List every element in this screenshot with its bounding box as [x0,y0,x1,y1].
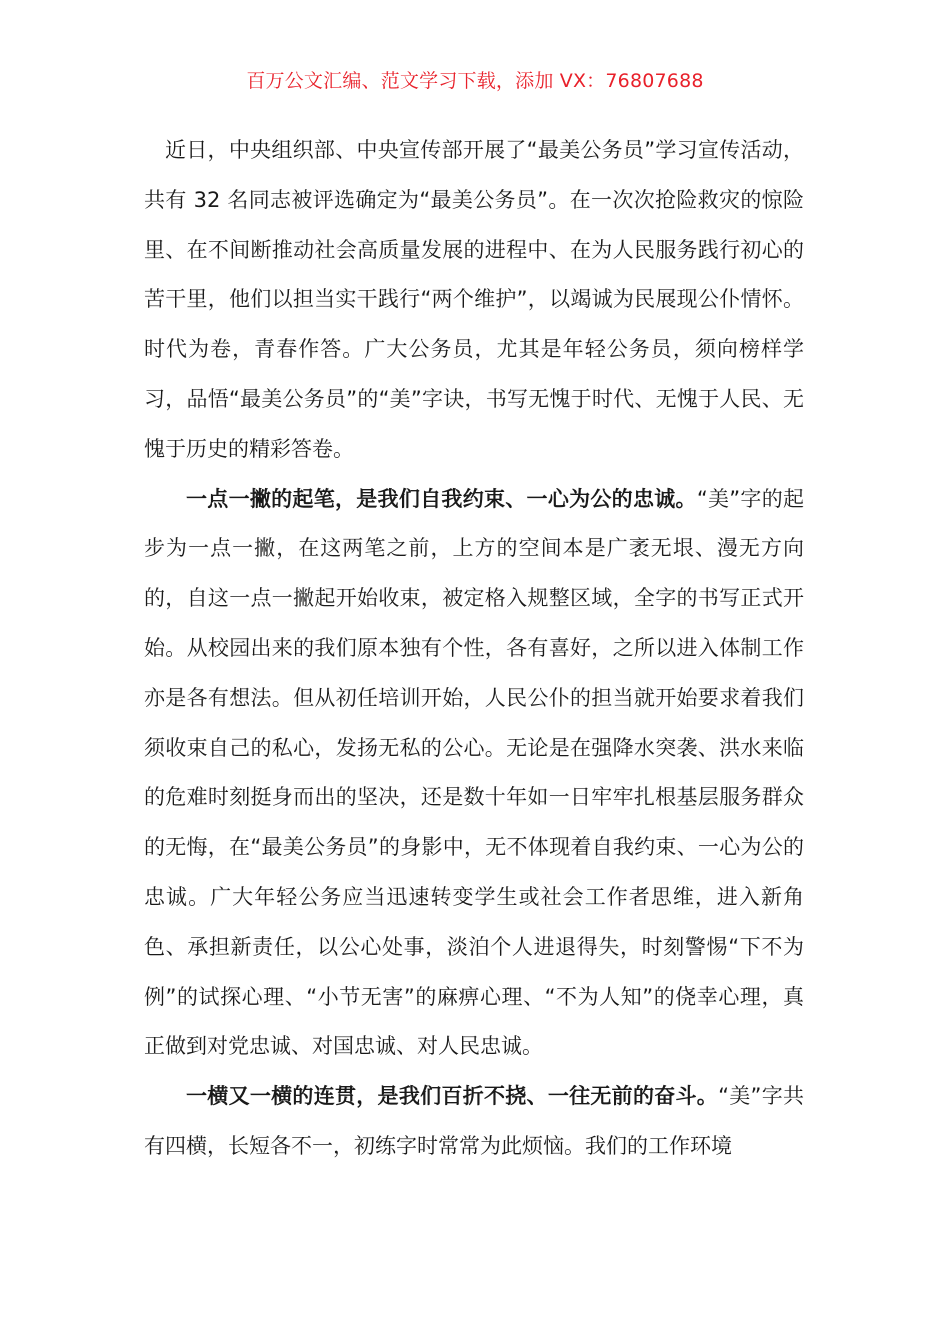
paragraph-heading: 一横又一横的连贯，是我们百折不挠、一往无前的奋斗。 [186,1084,719,1109]
section-paragraph-loyalty [144,475,804,1073]
paragraph-text: “美”字共有四横，长短各不一，初练字时常常为此烦恼。我们的工作环境 [144,1084,805,1158]
section-paragraph-struggle [144,1072,804,1172]
document-body [144,126,804,1172]
paragraph-text: 近日，中央组织部、中央宣传部开展了“最美公务员”学习宣传活动，共有 32 名同志被评选确定为“最美公务员”。在一次次抢险救灾的惊险里、在不间断推动社会高质量发展的进程中、在为人民服务践行初心的苦干里，他们以担当实干践行“两个维护”，以竭诚为民展现公仆情怀。时代为卷，青春作答。广大公务员，尤其是年轻公务员，须向榜样学习，品悟“最美公务员”的“美”字诀，书写无愧于时代、无愧于人民、无愧于历史的精彩答卷。 [144,138,804,461]
watermark-header: 百万公文汇编、范文学习下载，添加 VX：76807688 [246,70,704,92]
intro-paragraph [144,126,804,475]
paragraph-heading: 一点一撇的起笔，是我们自我约束、一心为公的忠诚。 [186,486,697,511]
paragraph-text: “美”字的起步为一点一撇，在这两笔之前，上方的空间本是广袤无垠、漫无方向的，自这一点一撇起开始收束，被定格入规整区域，全字的书写正式开始。从校园出来的我们原本独有个性，各有喜好，之所以进入体制工作亦是各有想法。但从初任培训开始，人民公仆的担当就开始要求着我们须收束自己的私心，发扬无私的公心。无论是在强降水突袭、洪水来临的危难时刻挺身而出的坚决，还是数十年如一日牢牢扎根基层服务群众的无悔，在“最美公务员”的身影中，无不体现着自我约束、一心为公的忠诚。广大年轻公务应当迅速转变学生或社会工作者思维，进入新角色、承担新责任，以公心处事，淡泊个人进退得失，时刻警惕“下不为例”的试探心理、“小节无害”的麻痹心理、“不为人知”的侥幸心理，真正做到对党忠诚、对国忠诚、对人民忠诚。 [144,486,804,1059]
